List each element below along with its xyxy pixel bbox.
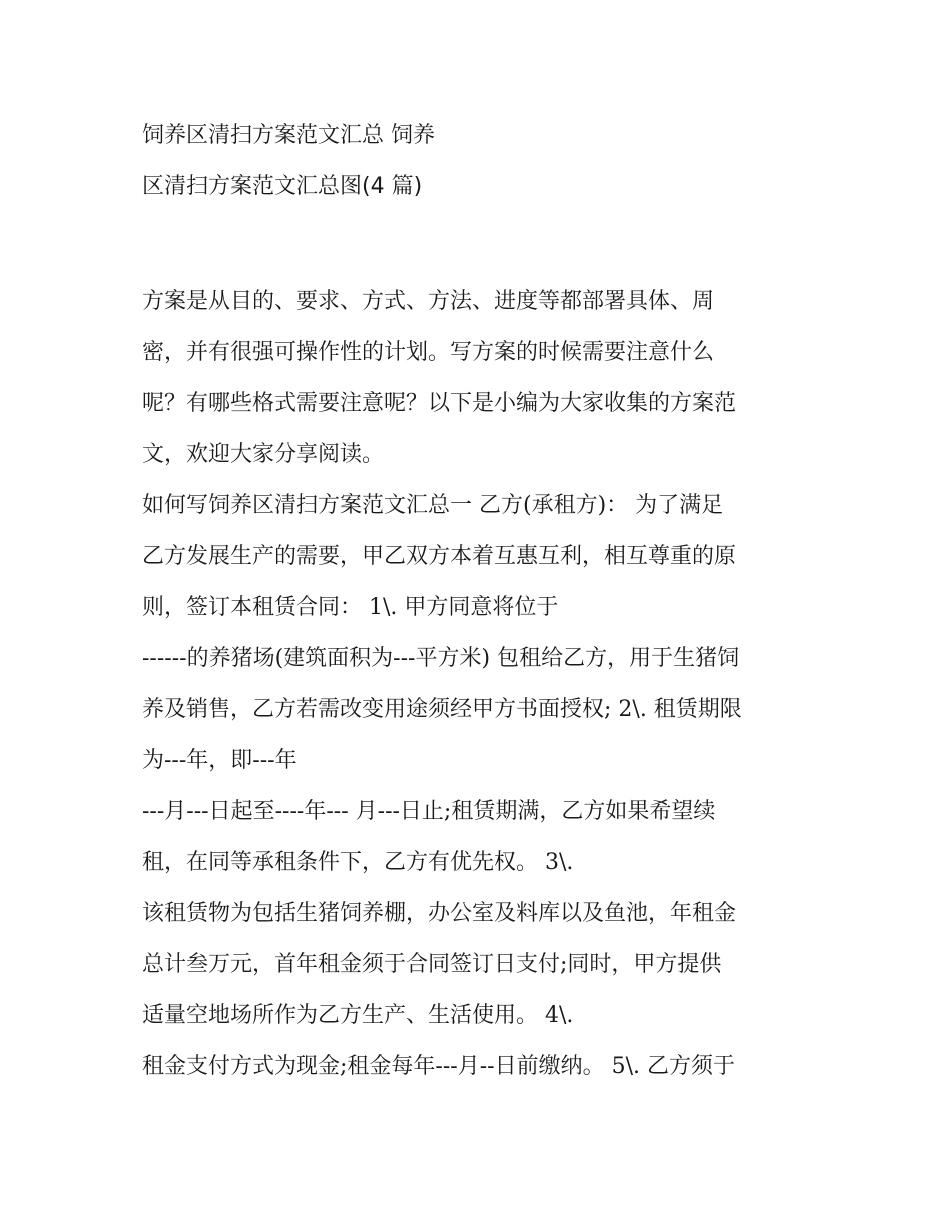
title-line: 区清扫方案范文汇总图(4 篇) bbox=[142, 174, 423, 199]
body-line: 适量空地场所作为乙方生产、生活使用。 4\. bbox=[142, 1003, 574, 1028]
body-line: 租金支付方式为现金;租金每年---月--日前缴纳。 5\. 乙方须于 bbox=[142, 1054, 735, 1079]
body-line: 养及销售，乙方若需改变用途须经甲方书面授权; 2\. 租赁期限 bbox=[142, 697, 742, 722]
title-line: 饲养区清扫方案范文汇总 饲养 bbox=[142, 123, 435, 148]
body-line: 密，并有很强可操作性的计划。写方案的时候需要注意什么 bbox=[142, 340, 715, 365]
body-line: 呢？有哪些格式需要注意呢？以下是小编为大家收集的方案范 bbox=[142, 391, 737, 416]
body-line: 文，欢迎大家分享阅读。 bbox=[142, 442, 385, 467]
document-title bbox=[142, 110, 822, 212]
body-line: 如何写饲养区清扫方案范文汇总一 乙方(承租方)： 为了满足 bbox=[142, 493, 724, 518]
body-line: ---月---日起至----年--- 月---日止;租赁期满，乙方如果希望续 bbox=[142, 799, 716, 824]
body-line: 租，在同等承租条件下，乙方有优先权。 3\. bbox=[142, 850, 574, 875]
body-line: 则，签订本租赁合同： 1\. 甲方同意将位于 bbox=[142, 595, 559, 620]
body-line: 方案是从目的、要求、方式、方法、进度等都部署具体、周 bbox=[142, 289, 715, 314]
document-body bbox=[142, 276, 822, 1092]
body-line: 总计叁万元，首年租金须于合同签订日支付;同时，甲方提供 bbox=[142, 952, 722, 977]
body-line: 该租赁物为包括生猪饲养棚，办公室及料库以及鱼池，年租金 bbox=[142, 901, 737, 926]
body-line: ------的养猪场(建筑面积为---平方米) 包租给乙方，用于生猪饲 bbox=[142, 646, 740, 671]
body-line: 为---年，即---年 bbox=[142, 748, 297, 773]
body-line: 乙方发展生产的需要，甲乙双方本着互惠互利，相互尊重的原 bbox=[142, 544, 737, 569]
